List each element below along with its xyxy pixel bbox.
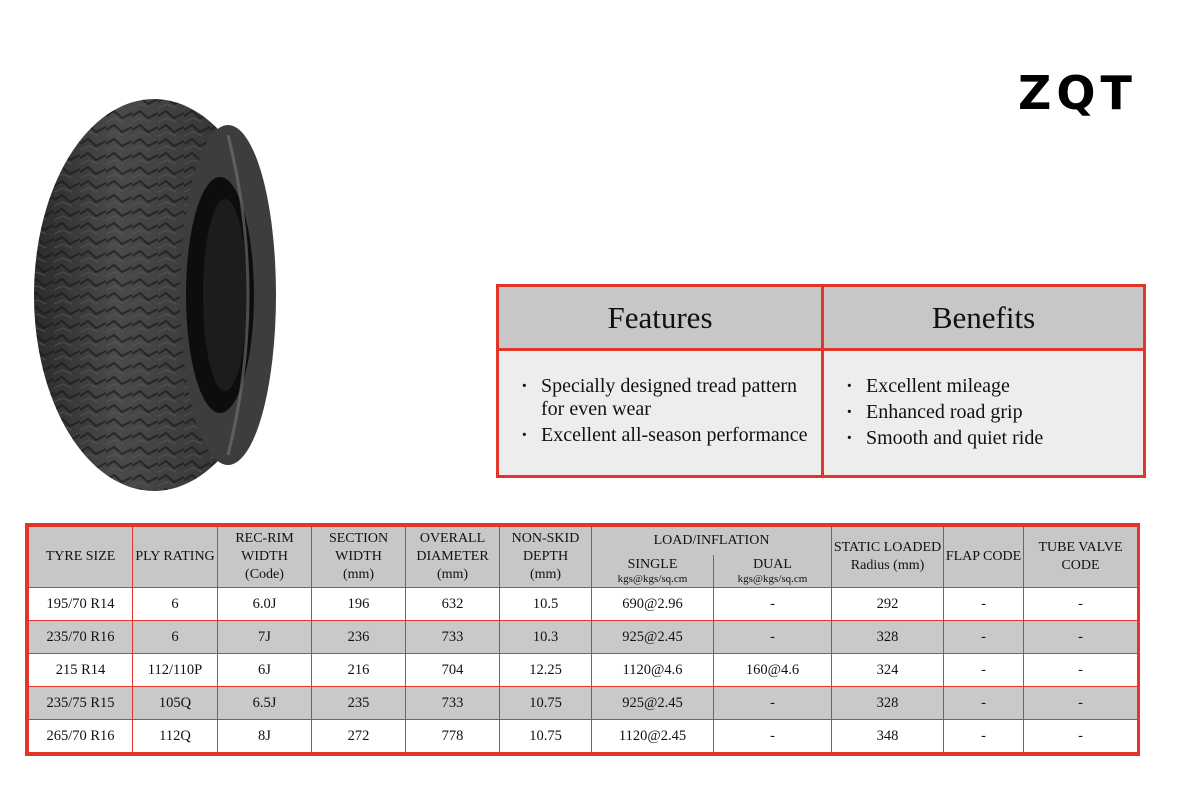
table-row [29,687,1138,720]
cell-ply-rating: 112/110P [133,654,218,687]
cell-static-loaded: 328 [832,621,944,654]
benefit-item: · Excellent mileage [842,375,1137,398]
cell-rim-width: 8J [218,720,312,753]
features-list [499,351,821,447]
spec-table-frame [25,523,1140,756]
cell-rim-width: 6.5J [218,687,312,720]
benefits-list [824,351,1143,450]
cell-overall-diameter: 778 [406,720,500,753]
features-list-cell [499,351,824,475]
cell-tube-valve-code: - [1024,687,1138,720]
benefits-heading: Benefits [824,287,1143,351]
table-row [29,720,1138,753]
benefit-item: · Smooth and quiet ride [842,427,1137,450]
cell-overall-diameter: 733 [406,621,500,654]
cell-tyre-size: 235/70 R16 [29,621,133,654]
table-row [29,621,1138,654]
header-flap-code: FLAP CODE [944,527,1024,588]
cell-single: 1120@2.45 [592,720,714,753]
header-ply-rating: PLY RATING [133,527,218,588]
benefits-list-cell [824,351,1143,475]
cell-single: 925@2.45 [592,687,714,720]
cell-rim-width: 6.0J [218,588,312,621]
cell-tyre-size: 265/70 R16 [29,720,133,753]
cell-section-width: 236 [312,621,406,654]
cell-tube-valve-code: - [1024,621,1138,654]
cell-single: 690@2.96 [592,588,714,621]
cell-overall-diameter: 704 [406,654,500,687]
cell-tyre-size: 215 R14 [29,654,133,687]
spec-table [28,526,1138,753]
cell-dual: - [714,720,832,753]
cell-flap-code: - [944,687,1024,720]
cell-rim-width: 6J [218,654,312,687]
cell-overall-diameter: 733 [406,687,500,720]
cell-flap-code: - [944,654,1024,687]
cell-non-skid-depth: 12.25 [500,654,592,687]
cell-single: 1120@4.6 [592,654,714,687]
cell-static-loaded: 292 [832,588,944,621]
cell-tyre-size: 195/70 R14 [29,588,133,621]
table-row [29,654,1138,687]
cell-overall-diameter: 632 [406,588,500,621]
tyre-product-image [28,95,280,495]
cell-static-loaded: 324 [832,654,944,687]
cell-single: 925@2.45 [592,621,714,654]
cell-non-skid-depth: 10.75 [500,687,592,720]
header-tyre-size: TYRE SIZE [29,527,133,588]
cell-tube-valve-code: - [1024,588,1138,621]
cell-section-width: 272 [312,720,406,753]
cell-dual: - [714,687,832,720]
cell-static-loaded: 328 [832,687,944,720]
cell-non-skid-depth: 10.75 [500,720,592,753]
benefit-item: · Enhanced road grip [842,401,1137,424]
cell-non-skid-depth: 10.3 [500,621,592,654]
header-dual: DUAL kgs@kgs/sq.cm [714,555,832,588]
cell-dual: - [714,588,832,621]
cell-ply-rating: 6 [133,621,218,654]
header-static-loaded: STATIC LOADED Radius (mm) [832,527,944,588]
cell-flap-code: - [944,588,1024,621]
cell-static-loaded: 348 [832,720,944,753]
cell-non-skid-depth: 10.5 [500,588,592,621]
cell-flap-code: - [944,621,1024,654]
cell-ply-rating: 6 [133,588,218,621]
features-benefits-table [496,284,1146,478]
cell-rim-width: 7J [218,621,312,654]
header-tube-valve-code: TUBE VALVE CODE [1024,527,1138,588]
header-section-width: SECTION WIDTH (mm) [312,527,406,588]
cell-section-width: 235 [312,687,406,720]
cell-section-width: 196 [312,588,406,621]
cell-tyre-size: 235/75 R15 [29,687,133,720]
header-single: SINGLE kgs@kgs/sq.cm [592,555,714,588]
header-overall-diameter: OVERALL DIAMETER (mm) [406,527,500,588]
cell-ply-rating: 112Q [133,720,218,753]
feature-item: · Specially designed tread pattern for even wear [517,375,815,421]
header-non-skid-depth: NON-SKID DEPTH (mm) [500,527,592,588]
cell-tube-valve-code: - [1024,654,1138,687]
header-load-inflation: LOAD/INFLATION [592,527,832,556]
cell-section-width: 216 [312,654,406,687]
cell-flap-code: - [944,720,1024,753]
cell-dual: 160@4.6 [714,654,832,687]
cell-ply-rating: 105Q [133,687,218,720]
cell-dual: - [714,621,832,654]
cell-tube-valve-code: - [1024,720,1138,753]
table-row [29,588,1138,621]
header-rec-rim-width: REC-RIM WIDTH (Code) [218,527,312,588]
features-heading: Features [499,287,824,351]
model-name: ZQT [1018,66,1137,120]
feature-item: · Excellent all-season performance [517,424,815,447]
